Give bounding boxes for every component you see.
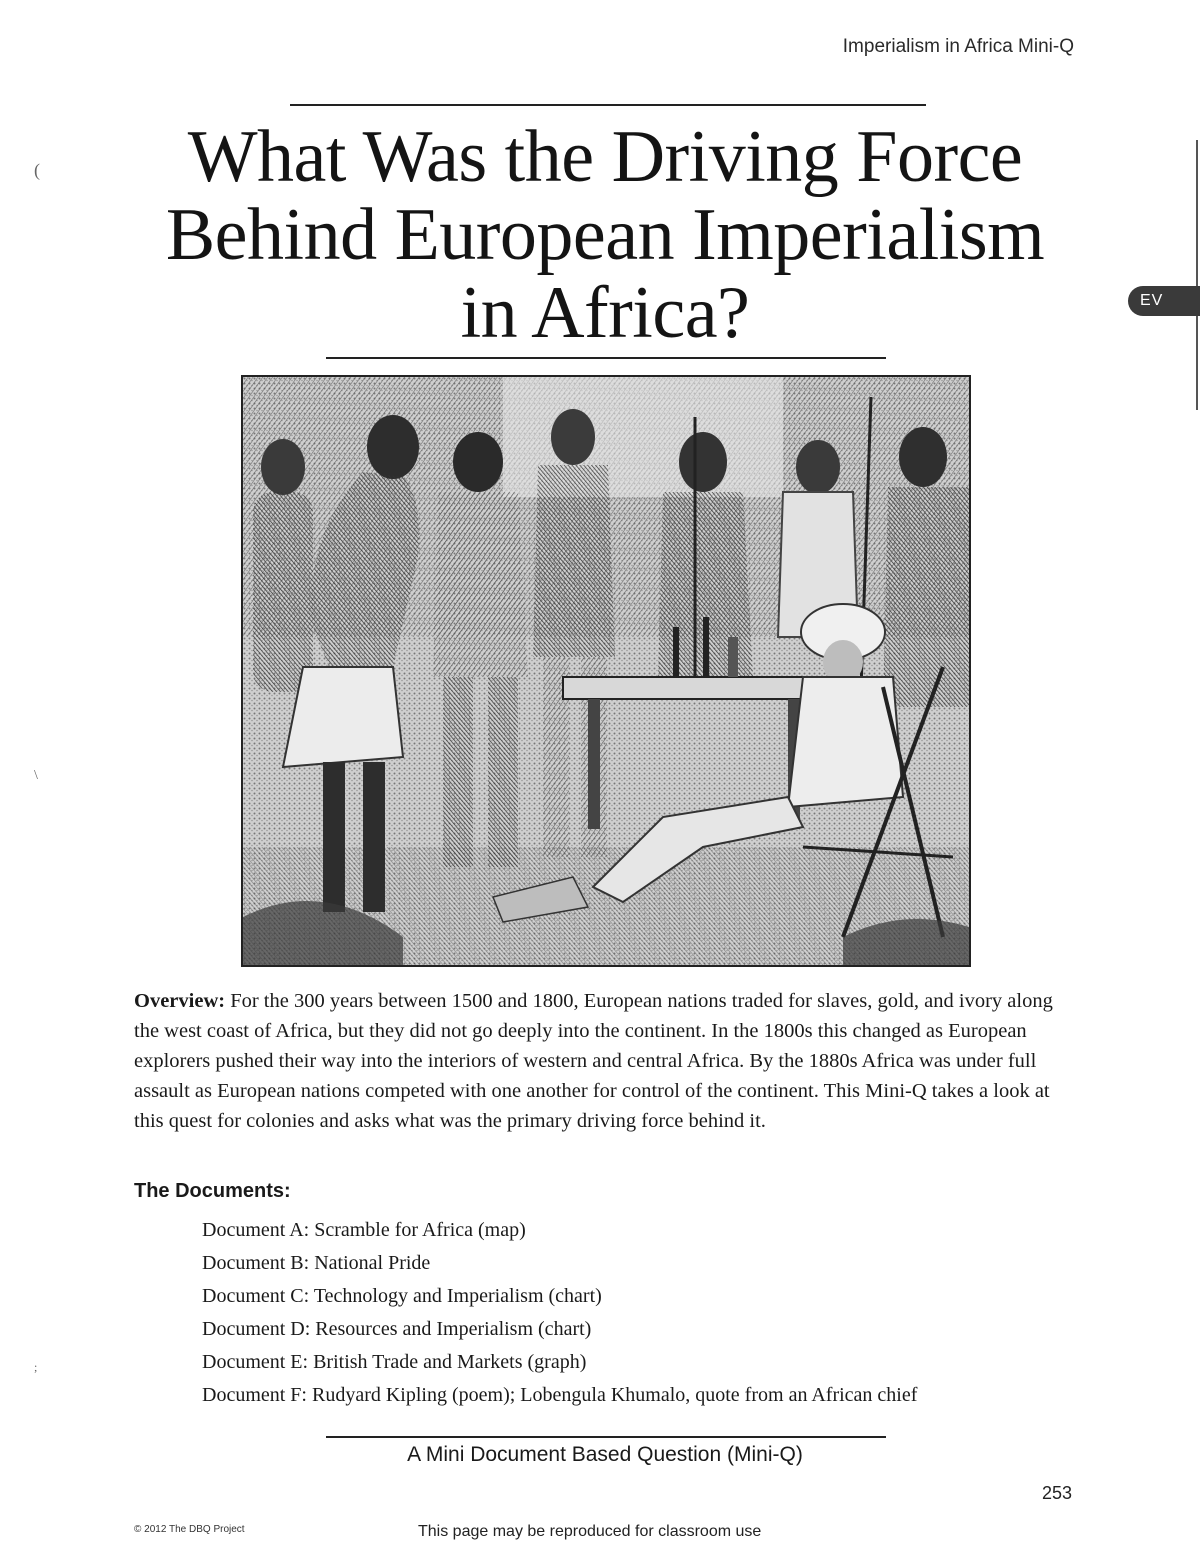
title-top-rule [290, 104, 926, 106]
series-title: A Mini Document Based Question (Mini-Q) [407, 1443, 803, 1466]
title-line-1: What Was the Driving Force [187, 116, 1023, 198]
title-line-2: Behind European Imperialism [165, 194, 1045, 276]
documents-list [202, 1214, 917, 1412]
footer-rule [326, 1436, 886, 1438]
title-bottom-rule [326, 357, 886, 359]
page-number: 253 [1041, 1483, 1072, 1503]
historical-engraving-illustration [241, 375, 971, 967]
document-item-b: Document B: National Pride [202, 1252, 431, 1274]
scan-mark: \ [34, 768, 38, 783]
overview-paragraph [134, 986, 1064, 1136]
reproduction-note: This page may be reproduced for classroom use [418, 1523, 762, 1540]
documents-heading: The Documents: [134, 1180, 291, 1202]
ev-side-tab: EV [1128, 286, 1200, 316]
document-item-a: Document A: Scramble for Africa (map) [202, 1219, 526, 1241]
title-line-3: in Africa? [460, 272, 750, 354]
page-title [100, 118, 1110, 352]
overview-label: Overview: [134, 990, 226, 1012]
document-item-f: Document F: Rudyard Kipling (poem); Lobengula Khumalo, quote from an African chief [202, 1384, 918, 1406]
scan-edge-line [1196, 140, 1198, 410]
copyright-notice: © 2012 The DBQ Project [134, 1524, 245, 1535]
scan-mark: ; [34, 1360, 38, 1374]
overview-text: For the 300 years between 1500 and 1800, European nations traded for slaves, gold, and ivory along the west coast of Africa, but they did not go deeply into the continent. In the 1800s this changed as European explorers pushed their way into the interiors of western and central Africa. By the 1880s Africa was under full assault as European nations competed with one another for control of the continent. This Mini-Q takes a look at this quest for colonies and asks what was the primary driving force behind it. [134, 990, 1053, 1132]
running-header: Imperialism in Africa Mini-Q [842, 36, 1074, 57]
scan-mark: ( [34, 160, 40, 180]
document-item-d: Document D: Resources and Imperialism (chart) [202, 1318, 592, 1340]
document-item-c: Document C: Technology and Imperialism (chart) [202, 1285, 602, 1307]
document-item-e: Document E: British Trade and Markets (graph) [202, 1351, 587, 1373]
engraving-image [243, 377, 969, 965]
